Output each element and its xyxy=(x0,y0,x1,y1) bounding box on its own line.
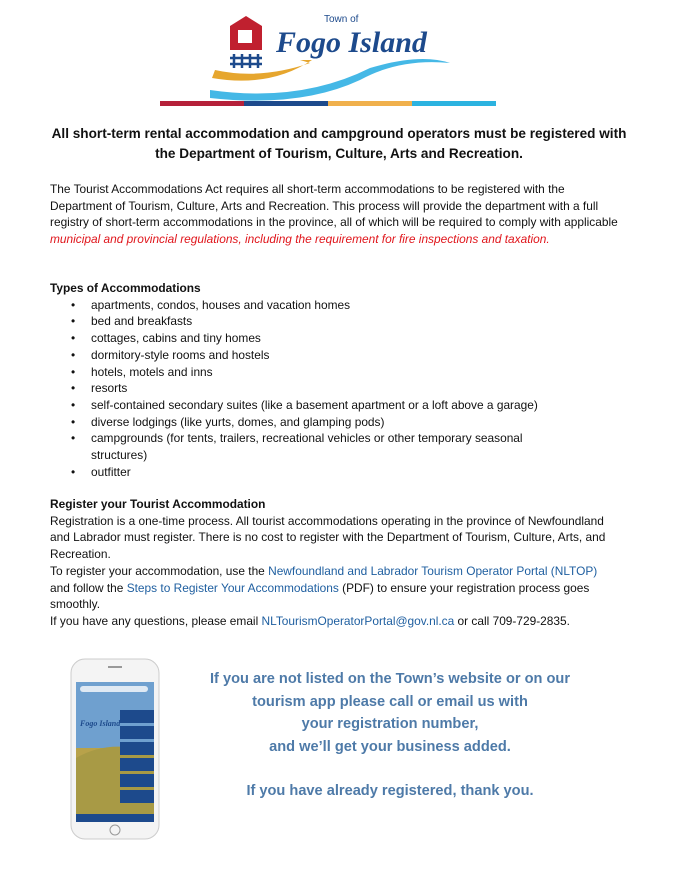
email-link[interactable]: NLTourismOperatorPortal@gov.nl.ca xyxy=(261,613,455,628)
p2-text: and follow the xyxy=(50,580,127,595)
list-item: • cottages, cabins and tiny homes xyxy=(50,330,620,347)
intro-emphasis: municipal and provincial regulations, including the requirement for fire inspections and taxation xyxy=(50,232,547,247)
color-bar xyxy=(160,101,496,106)
p3-text: or call 709-729-2835. xyxy=(454,613,570,628)
list-item: • diverse lodgings (like yurts, domes, and glamping pods) xyxy=(50,414,620,431)
register-p1: Registration is a one-time process. All tourist accommodations operating in the province of Newfoundland and Labrador must register. There is no cost to register with the Department of Tourism, Culture, Arts, and Recreation. xyxy=(50,513,606,562)
list-item: • bed and breakfasts xyxy=(50,313,620,330)
register-p3 xyxy=(50,613,620,630)
cta-line: tourism app please call or email us with xyxy=(252,693,528,710)
types-list xyxy=(50,297,620,481)
intro-paragraph xyxy=(50,181,620,248)
types-section xyxy=(50,280,620,480)
cta-thanks: If you have already registered, thank you. xyxy=(246,783,534,800)
list-item: • apartments, condos, houses and vacation homes xyxy=(50,297,620,314)
cta-line: If you are not listed on the Town’s website or on our xyxy=(210,671,570,687)
svg-text:Fogo Island: Fogo Island xyxy=(276,26,427,59)
cta-line: your registration number, xyxy=(301,716,479,733)
register-p2 xyxy=(50,563,620,613)
list-item: • campgrounds (for tents, trailers, recreational vehicles or other temporary seasonal structures) xyxy=(50,430,620,463)
intro-end: . xyxy=(546,232,550,247)
cta-line: and we’ll get your business added. xyxy=(269,738,511,755)
register-title: Register your Tourist Accommodation xyxy=(50,497,266,511)
fogo-island-logo xyxy=(160,8,500,108)
p2-text: To register your accommodation, use the xyxy=(50,563,269,578)
register-section xyxy=(50,496,620,630)
p3-text: If you have any questions, please email xyxy=(50,613,262,628)
svg-text:Town of: Town of xyxy=(324,14,359,25)
steps-link[interactable]: Steps to Register Your Accommodations xyxy=(126,580,339,595)
svg-text:Fogo Island: Fogo Island xyxy=(80,719,121,728)
list-item: • resorts xyxy=(50,380,620,397)
list-item: • dormitory-style rooms and hostels xyxy=(50,347,620,364)
types-title: Types of Accommodations xyxy=(50,281,201,295)
nltop-link[interactable]: Newfoundland and Labrador Tourism Operator Portal (NLTOP) xyxy=(268,563,598,578)
list-item: • hotels, motels and inns xyxy=(50,364,620,381)
p2-text: (PDF) to ensure your registration process goes smoothly. xyxy=(50,580,590,612)
main-heading: All short-term rental accommodation and campground operators must be registered with the Department of Tourism, Culture, Arts and Recreation. xyxy=(51,126,627,161)
list-item: • self-contained secondary suites (like a basement apartment or a loft above a garage) xyxy=(50,397,620,414)
phone-app-image xyxy=(70,658,160,840)
call-to-action xyxy=(180,668,600,803)
list-item: • outfitter xyxy=(50,464,620,481)
intro-text: The Tourist Accommodations Act requires all short-term accommodations to be registered with the Department of Tourism, Culture, Arts and Recreation. This process will provide the department with a full registry of short-term accommodations in the province, all of which will be required to comply with applicable xyxy=(50,182,618,230)
